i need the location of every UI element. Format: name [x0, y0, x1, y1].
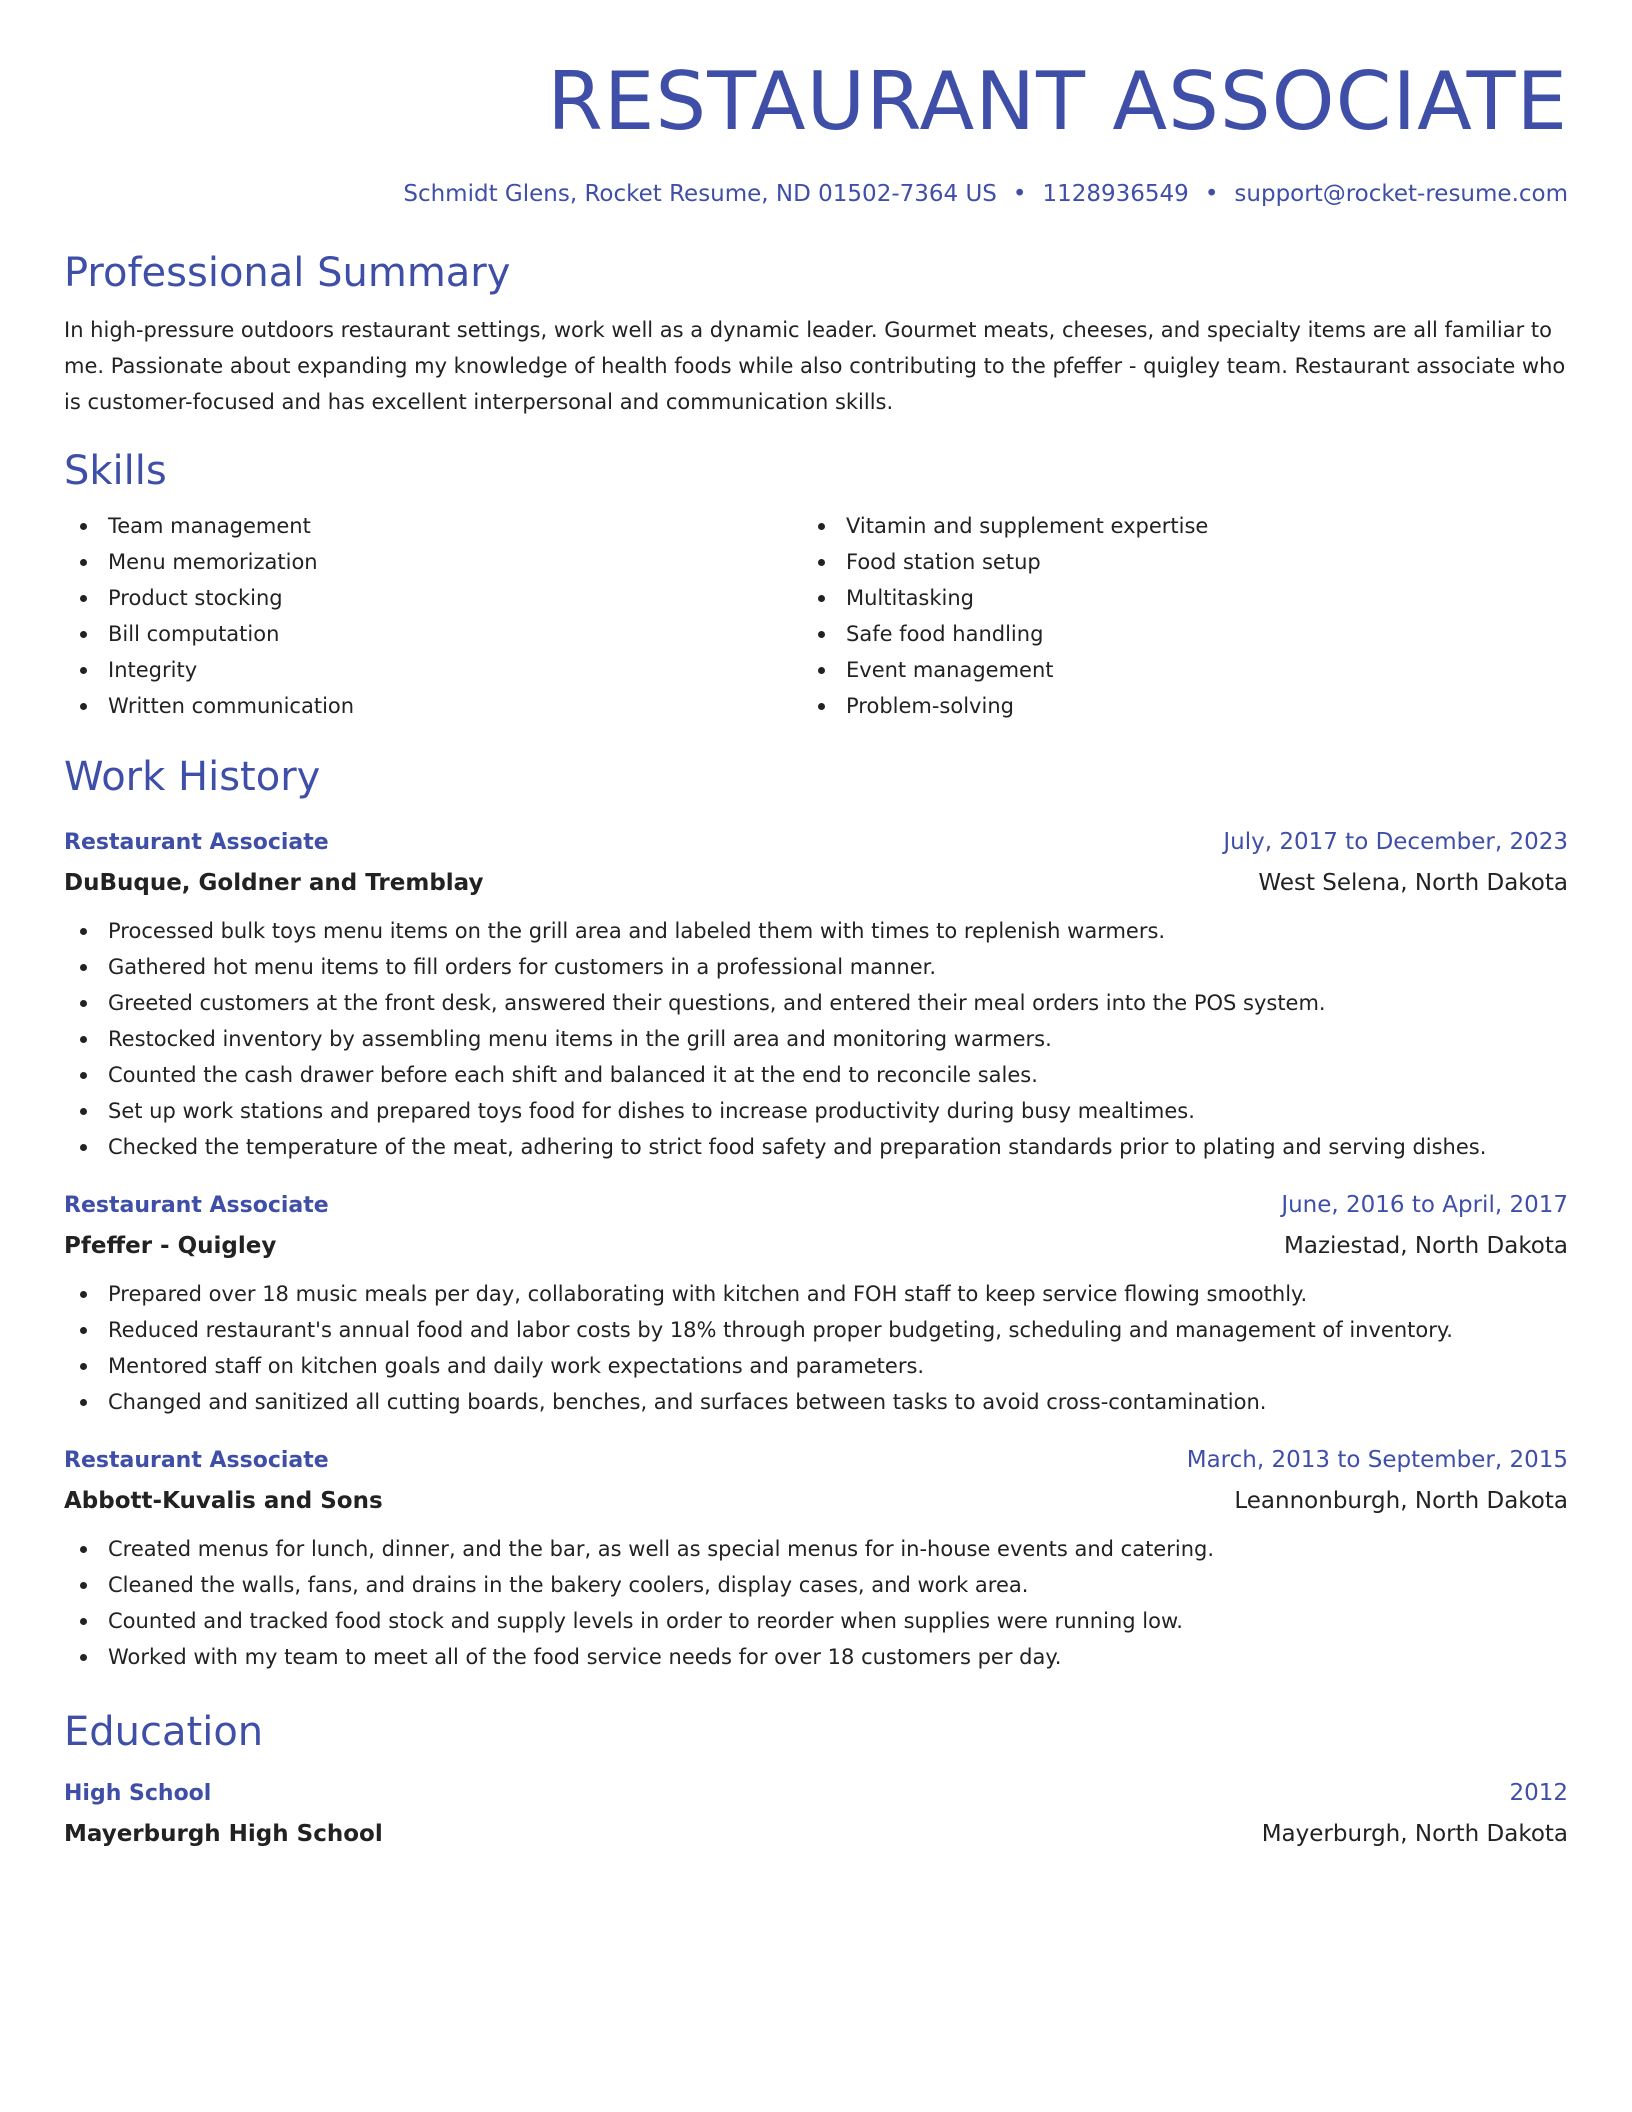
job-bullets	[64, 1531, 1568, 1675]
skills-column-right	[802, 508, 1540, 724]
job-company-row	[64, 1226, 1568, 1266]
skill-item: Vitamin and supplement expertise	[802, 508, 1540, 544]
job-bullet: Counted the cash drawer before each shift and balanced it at the end to reconcile sales.	[64, 1057, 1568, 1093]
job-company: Abbott-Kuvalis and Sons	[64, 1488, 383, 1514]
contact-address: Schmidt Glens, Rocket Resume, ND 01502-7364 US	[403, 181, 997, 207]
job-location: Leannonburgh, North Dakota	[1234, 1488, 1568, 1514]
job-bullet: Prepared over 18 music meals per day, collaborating with kitchen and FOH staff to keep service flowing smoothly.	[64, 1276, 1568, 1312]
job-bullet: Set up work stations and prepared toys food for dishes to increase productivity during busy mealtimes.	[64, 1093, 1568, 1129]
job-title: Restaurant Associate	[64, 830, 329, 855]
job-title-row	[64, 822, 1568, 863]
job-bullet: Created menus for lunch, dinner, and the bar, as well as special menus for in-house events and catering.	[64, 1531, 1568, 1567]
skill-item: Food station setup	[802, 544, 1540, 580]
job-bullet: Checked the temperature of the meat, adhering to strict food safety and preparation standards prior to plating and serving dishes.	[64, 1129, 1568, 1165]
summary-text: In high-pressure outdoors restaurant settings, work well as a dynamic leader. Gourmet meats, cheeses, and specialty items are all familiar to me. Passionate about expanding my knowledge of health foods while also contributing to the pfeffer - quigley team. Restaurant associate who is customer-focused and has excellent interpersonal and communication skills.	[64, 318, 1566, 414]
skill-item: Menu memorization	[64, 544, 802, 580]
job-bullet: Gathered hot menu items to fill orders for customers in a professional manner.	[64, 949, 1568, 985]
skills-heading: Skills	[64, 448, 167, 494]
job-company-row	[64, 863, 1568, 903]
job-bullet: Counted and tracked food stock and supply levels in order to reorder when supplies were running low.	[64, 1603, 1568, 1639]
education-entry	[64, 1773, 1568, 1854]
job-location: Maziestad, North Dakota	[1284, 1233, 1568, 1259]
job-entry	[64, 1185, 1568, 1420]
job-title: Restaurant Associate	[64, 1448, 329, 1473]
job-title: Restaurant Associate	[64, 1193, 329, 1218]
skill-item: Product stocking	[64, 580, 802, 616]
skill-item: Problem-solving	[802, 688, 1540, 724]
job-title-row	[64, 1440, 1568, 1481]
job-bullet: Changed and sanitized all cutting boards, benches, and surfaces between tasks to avoid cross-contamination.	[64, 1384, 1568, 1420]
summary-heading: Professional Summary	[64, 250, 511, 296]
contact-separator: •	[1204, 181, 1219, 207]
job-entry	[64, 1440, 1568, 1675]
resume-title: RESTAURANT ASSOCIATE	[547, 55, 1568, 148]
skill-item: Written communication	[64, 688, 802, 724]
job-bullet: Reduced restaurant's annual food and labor costs by 18% through proper budgeting, scheduling and management of inventory.	[64, 1312, 1568, 1348]
job-bullet: Cleaned the walls, fans, and drains in the bakery coolers, display cases, and work area.	[64, 1567, 1568, 1603]
skill-item: Bill computation	[64, 616, 802, 652]
job-bullet: Processed bulk toys menu items on the grill area and labeled them with times to replenish warmers.	[64, 913, 1568, 949]
contact-email: support@rocket-resume.com	[1234, 181, 1568, 207]
skills-list	[64, 508, 1568, 724]
skill-item: Team management	[64, 508, 802, 544]
contact-phone: 1128936549	[1042, 181, 1189, 207]
skill-item: Integrity	[64, 652, 802, 688]
education-degree: High School	[64, 1781, 212, 1806]
job-dates: July, 2017 to December, 2023	[1223, 829, 1568, 855]
job-bullets	[64, 1276, 1568, 1420]
resume-header	[64, 52, 1568, 210]
job-company: DuBuque, Goldner and Tremblay	[64, 870, 484, 896]
job-title-row	[64, 1185, 1568, 1226]
job-bullet: Restocked inventory by assembling menu items in the grill area and monitoring warmers.	[64, 1021, 1568, 1057]
job-bullets	[64, 913, 1568, 1165]
education-heading: Education	[64, 1709, 264, 1755]
skills-column-left	[64, 508, 802, 724]
job-company: Pfeffer - Quigley	[64, 1233, 277, 1259]
job-dates: June, 2016 to April, 2017	[1281, 1192, 1568, 1218]
education-location: Mayerburgh, North Dakota	[1261, 1821, 1568, 1847]
job-entry	[64, 822, 1568, 1165]
work-history-heading: Work History	[64, 754, 321, 800]
job-bullet: Worked with my team to meet all of the food service needs for over 18 customers per day.	[64, 1639, 1568, 1675]
job-bullet: Greeted customers at the front desk, answered their questions, and entered their meal orders into the POS system.	[64, 985, 1568, 1021]
job-location: West Selena, North Dakota	[1258, 870, 1568, 896]
contact-separator: •	[1012, 181, 1027, 207]
education-year: 2012	[1509, 1780, 1568, 1806]
work-history-list	[64, 822, 1568, 1675]
skill-item: Multitasking	[802, 580, 1540, 616]
job-bullet: Mentored staff on kitchen goals and daily work expectations and parameters.	[64, 1348, 1568, 1384]
contact-line	[64, 178, 1568, 210]
job-dates: March, 2013 to September, 2015	[1186, 1447, 1568, 1473]
job-company-row	[64, 1481, 1568, 1521]
skill-item: Event management	[802, 652, 1540, 688]
education-school: Mayerburgh High School	[64, 1821, 383, 1847]
skill-item: Safe food handling	[802, 616, 1540, 652]
